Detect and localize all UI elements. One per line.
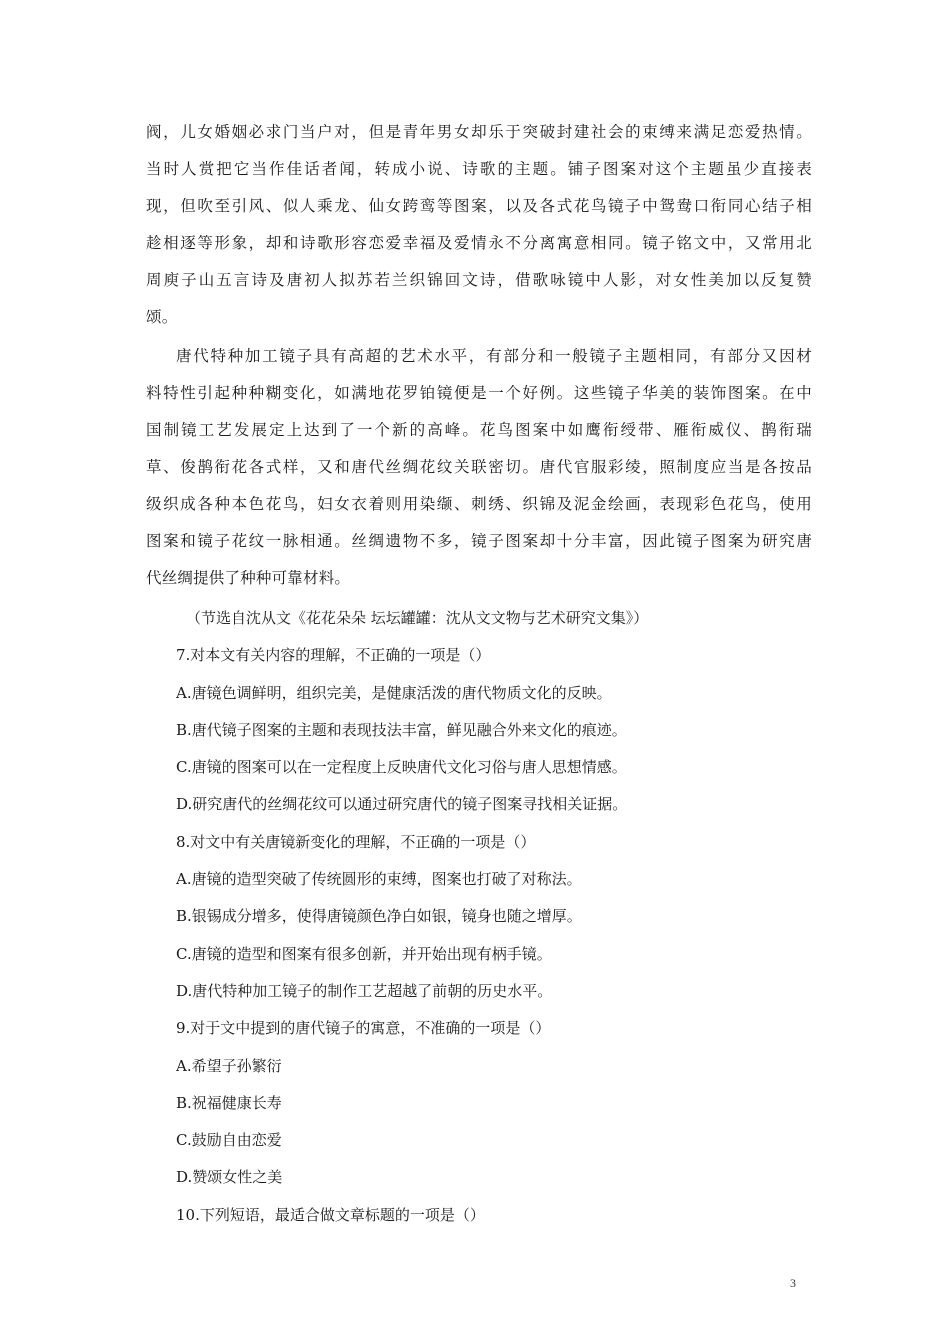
paragraph-line: 代丝绸提供了种种可靠材料。 [146, 569, 351, 587]
answer-option: A.希望子孙繁衍 [176, 1056, 282, 1075]
paragraph-line: 图案和镜子花纹一脉相通。丝绸遗物不多，镜子图案却十分丰富，因此镜子图案为研究唐 [146, 532, 812, 550]
paragraph-line: 料特性引起种种糊变化，如满地花罗铂镜便是一个好例。这些镜子华美的装饰图案。在中 [146, 384, 812, 402]
paragraph-line: 草、俊鹊衔花各式样，又和唐代丝绸花纹关联密切。唐代官服彩绫，照制度应当是各按品 [146, 458, 812, 476]
answer-option: D.研究唐代的丝绸花纹可以通过研究唐代的镜子图案寻找相关证据。 [176, 795, 628, 814]
question-stem: 9.对于文中提到的唐代镜子的寓意，不准确的一项是（） [176, 1019, 551, 1038]
source-citation: （节选自沈从文《花花朵朵 坛坛罐罐：沈从文文物与艺术研究文集》） [186, 609, 649, 627]
paragraph-line: 阀，儿女婚姻必求门当户对，但是青年男女却乐于突破封建社会的束缚来满足恋爱热情。 [146, 123, 812, 141]
answer-option: B.银锡成分增多，使得唐镜颜色净白如银，镜身也随之增厚。 [176, 907, 582, 926]
answer-option: B.祝福健康长寿 [176, 1093, 282, 1112]
paragraph-1 [146, 114, 812, 336]
paragraph-line: 趁相逐等形象，却和诗歌形容恋爱幸福及爱情永不分离寓意相同。镜子铭文中，又常用北 [146, 234, 812, 252]
paragraph-line: 现，但吹至引风、似人乘龙、仙女跨鸾等图案，以及各式花鸟镜子中鸳鸯口衔同心结子相 [146, 197, 812, 215]
paragraph-2 [146, 338, 812, 597]
questions-section [176, 600, 816, 1234]
question-stem: 8.对文中有关唐镜新变化的理解，不正确的一项是（） [176, 832, 536, 851]
paragraph-line: 唐代特种加工镜子具有高超的艺术水平，有部分和一般镜子主题相同，有部分又因材 [176, 347, 812, 365]
paragraph-line: 当时人赏把它当作佳话者闻，转成小说、诗歌的主题。铺子图案对这个主题虽少直接表 [146, 160, 812, 178]
answer-option: B.唐代镜子图案的主题和表现技法丰富，鲜见融合外来文化的痕迹。 [176, 720, 627, 739]
answer-option: D.唐代特种加工镜子的制作工艺超越了前朝的历史水平。 [176, 981, 553, 1000]
paragraph-line: 颂。 [146, 308, 178, 326]
answer-option: A.唐镜色调鲜明，组织完美，是健康活泼的唐代物质文化的反映。 [176, 683, 612, 702]
question-stem: 7.对本文有关内容的理解，不正确的一项是（） [176, 646, 491, 665]
answer-option: C.唐镜的造型和图案有很多创新，并开始出现有柄手镜。 [176, 944, 552, 963]
question-stem: 10.下列短语，最适合做文章标题的一项是（） [176, 1205, 485, 1224]
answer-option: C.唐镜的图案可以在一定程度上反映唐代文化习俗与唐人思想情感。 [176, 758, 627, 777]
answer-option: C.鼓励自由恋爱 [176, 1131, 282, 1150]
answer-option: D.赞颂女性之美 [176, 1168, 283, 1187]
page-number: 3 [790, 1276, 796, 1290]
answer-option: A.唐镜的造型突破了传统圆形的束缚，图案也打破了对称法。 [176, 870, 582, 889]
paragraph-line: 级织成各种本色花鸟，妇女衣着则用染缬、刺绣、织锦及泥金绘画，表现彩色花鸟，使用 [146, 495, 812, 513]
paragraph-line: 国制镜工艺发展定上达到了一个新的高峰。花鸟图案中如鹰衔绶带、雁衔威仪、鹊衔瑞 [146, 421, 812, 439]
paragraph-line: 周庾子山五言诗及唐初人拟苏若兰织锦回文诗，借歌咏镜中人影，对女性美加以反复赞 [146, 271, 812, 289]
